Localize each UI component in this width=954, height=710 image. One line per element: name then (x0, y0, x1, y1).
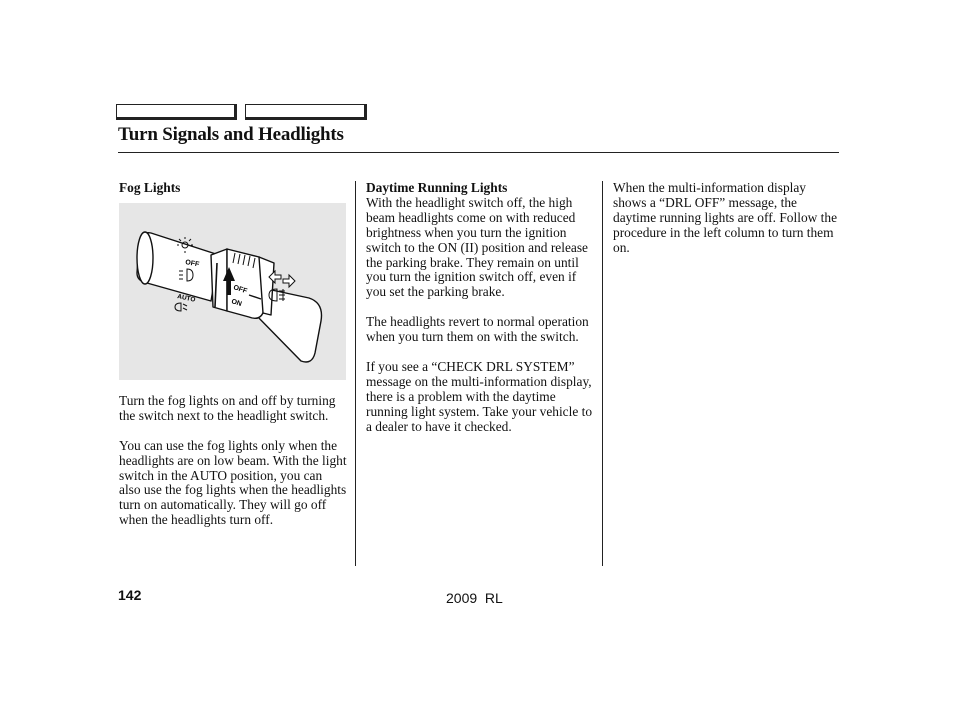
title-rule (118, 152, 839, 153)
label-auto: AUTO (176, 293, 196, 304)
footer-model-year: 2009 RL (446, 590, 503, 606)
label-ring-off: OFF (232, 284, 248, 296)
drl-paragraph-2: The headlights revert to normal operation when you turn them on with the switch. (366, 314, 589, 345)
drl-off-paragraph: When the multi-information display shows a “DRL OFF” message, the daytime running lights are off. Follow the procedure in the left column to turn them on. (613, 180, 838, 255)
section-heading-fog-lights: Fog Lights (119, 180, 181, 195)
page-title: Turn Signals and Headlights (118, 124, 344, 145)
fog-light-switch-illustration (119, 203, 346, 380)
drl-paragraph-1: With the headlight switch off, the high beam headlights come on with reduced brightness when you turn the ignition switch to the ON (II) position and release the parking brake. They remain on until you turn the ignition switch off, even if you set the parking brake. (366, 194, 588, 300)
section-heading-daytime-running-lights: Daytime Running Lights (366, 180, 508, 195)
label-off: OFF (184, 258, 200, 269)
column-divider-1 (355, 181, 356, 566)
nav-tab-box-left (116, 104, 237, 120)
page-number: 142 (118, 587, 142, 603)
column-daytime-running-lights (366, 181, 594, 450)
nav-tab-box-right (245, 104, 367, 120)
headlight-stalk-drawing (119, 203, 346, 380)
column-fog-lights (119, 181, 347, 543)
label-ring-on: ON (230, 298, 243, 309)
fog-paragraph-1: Turn the fog lights on and off by turning the switch next to the headlight switch. (119, 392, 336, 423)
column-divider-2 (602, 181, 603, 566)
fog-paragraph-2: You can use the fog lights only when the headlights are on low beam. With the light switch in the AUTO position, you can also use the fog lights when the headlights turn on automatically. They will go off when the headlights turn off. (119, 437, 347, 528)
drl-paragraph-3: If you see a “CHECK DRL SYSTEM” message on the multi-information display, there is a problem with the daytime running light system. Take your vehicle to a dealer to have it checked. (366, 359, 593, 434)
column-drl-continued (613, 181, 837, 271)
low-beam-icon (175, 303, 187, 311)
